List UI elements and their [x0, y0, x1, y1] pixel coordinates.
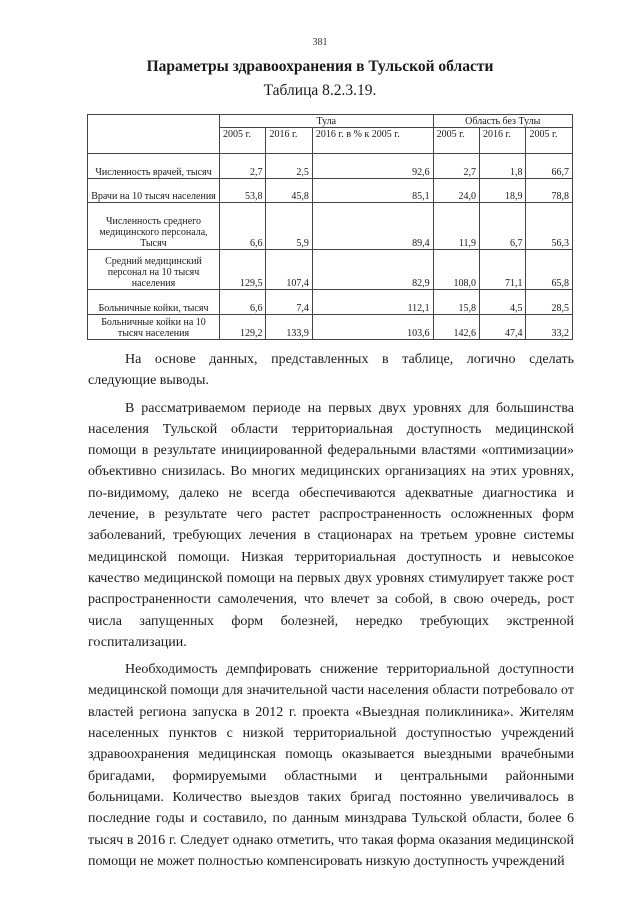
- column-header: 2016 г. в % к 2005 г.: [312, 128, 433, 154]
- table-row: [88, 315, 573, 340]
- healthcare-parameters-table: [87, 114, 573, 340]
- row-label: Больничные койки, тысяч: [88, 290, 220, 315]
- table-cell: 1,8: [480, 154, 526, 179]
- table-cell: 85,1: [312, 179, 433, 203]
- table-cell: 7,4: [266, 290, 312, 315]
- table-cell: 18,9: [480, 179, 526, 203]
- table-cell: 11,9: [433, 203, 479, 250]
- table-cell: 2,7: [433, 154, 479, 179]
- table-corner-cell: [88, 115, 220, 154]
- table-cell: 89,4: [312, 203, 433, 250]
- table-group-header-row: [88, 115, 573, 128]
- table-cell: 6,6: [220, 203, 266, 250]
- table-cell: 103,6: [312, 315, 433, 340]
- group-header-tula: Тула: [220, 115, 434, 128]
- table-cell: 108,0: [433, 250, 479, 290]
- table-cell: 2,7: [220, 154, 266, 179]
- table-cell: 129,5: [220, 250, 266, 290]
- row-label: Больничные койки на 10 тысяч населения: [88, 315, 220, 340]
- table-cell: 133,9: [266, 315, 312, 340]
- table-cell: 2,5: [266, 154, 312, 179]
- table-row: [88, 154, 573, 179]
- table-cell: 65,8: [526, 250, 573, 290]
- group-header-region: Область без Тулы: [433, 115, 572, 128]
- row-label: Численность врачей, тысяч: [88, 154, 220, 179]
- column-header: 2005 г.: [526, 128, 573, 154]
- table-cell: 78,8: [526, 179, 573, 203]
- column-header: 2005 г.: [220, 128, 266, 154]
- table-cell: 47,4: [480, 315, 526, 340]
- table-cell: 5,9: [266, 203, 312, 250]
- table-cell: 28,5: [526, 290, 573, 315]
- table-cell: 24,0: [433, 179, 479, 203]
- table-cell: 6,7: [480, 203, 526, 250]
- row-label: Численность среднего медицинского персонала, Тысяч: [88, 203, 220, 250]
- table-cell: 4,5: [480, 290, 526, 315]
- row-label: Врачи на 10 тысяч населения: [88, 179, 220, 203]
- table-cell: 66,7: [526, 154, 573, 179]
- table-cell: 6,6: [220, 290, 266, 315]
- document-title: Параметры здравоохранения в Тульской области: [146, 58, 494, 75]
- table-cell: 142,6: [433, 315, 479, 340]
- table-cell: 33,2: [526, 315, 573, 340]
- column-header: 2005 г.: [433, 128, 479, 154]
- table-caption: Таблица 8.2.3.19.: [263, 82, 377, 99]
- table-cell: 71,1: [480, 250, 526, 290]
- table-cell: 92,6: [312, 154, 433, 179]
- table-row: [88, 203, 573, 250]
- table-cell: 112,1: [312, 290, 433, 315]
- table-cell: 129,2: [220, 315, 266, 340]
- table-row: [88, 290, 573, 315]
- table-row: [88, 250, 573, 290]
- paragraph-analysis: В рассматриваемом периоде на первых двух уровнях для большинства населения Тульской области территориальная доступность медицинской помощи в результате инициированной федеральными властями «оптимизации» объективно снизилась. Во многих медицинских организациях на этих уровнях, по-видимому, далеко не всегда обеспечиваются адекватные диагностика и лечение, в результате чего растет распространенность осложненных форм заболеваний, требующих лечения в стационарах на третьем уровне системы медицинской помощи. Низкая территориальная доступность и невысокое качество медицинской помощи на первых двух уровнях стимулирует также рост распространенности самолечения, что влечет за собой, в свою очередь, рост числа запущенных форм болезней, нередко требующих экстренной госпитализации.: [88, 400, 574, 650]
- table-row: [88, 179, 573, 203]
- table-cell: 107,4: [266, 250, 312, 290]
- table-cell: 53,8: [220, 179, 266, 203]
- column-header: 2016 г.: [480, 128, 526, 154]
- column-header: 2016 г.: [266, 128, 312, 154]
- page-number: 381: [312, 37, 328, 48]
- table-cell: 15,8: [433, 290, 479, 315]
- table-cell: 56,3: [526, 203, 573, 250]
- row-label: Средний медицинский персонал на 10 тысяч населения: [88, 250, 220, 290]
- paragraph-intro: На основе данных, представленных в таблице, логично сделать следующие выводы.: [88, 352, 574, 389]
- paragraph-mobile-clinic: Необходимость демпфировать снижение территориальной доступности медицинской помощи для значительной части населения области потребовало от властей региона запуска в 2012 г. проекта «Выездная поликлиника». Жителям населенных пунктов с низкой территориальной доступностью учреждений здравоохранения медицинская помощь оказывается выездными врачебными бригадами, формируемыми областными и центральными районными больницами. Количество выездов таких бригад постоянно увеличивалось в последние годы и составило, по данным минздрава Тульской области, более 6 тысяч в 2016 г. Следует однако отметить, что такая форма оказания медицинской помощи не может полностью компенсировать низкую доступность учреждений: [88, 662, 574, 869]
- table-cell: 82,9: [312, 250, 433, 290]
- body-text: [88, 349, 574, 872]
- table-cell: 45,8: [266, 179, 312, 203]
